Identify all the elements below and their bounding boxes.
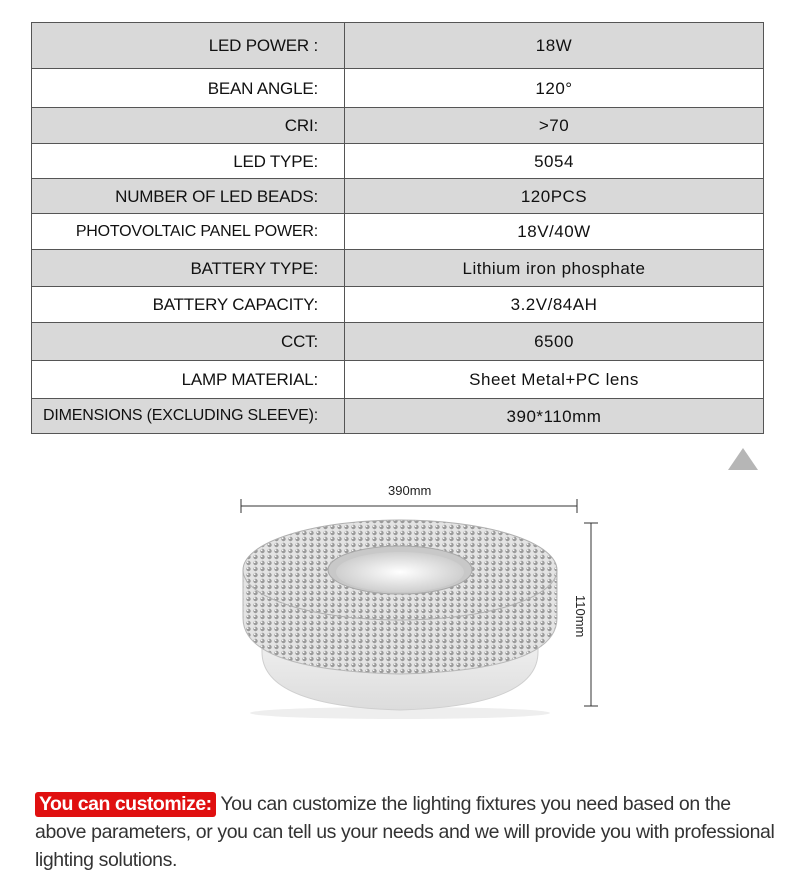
spec-value: 6500 <box>345 323 764 361</box>
width-dimension-line <box>241 499 577 513</box>
customize-note <box>35 790 775 874</box>
spec-value: 18W <box>345 23 764 69</box>
height-dimension-label: 110mm <box>573 595 588 638</box>
spec-row-pv-panel-power <box>32 214 764 250</box>
spec-value: Sheet Metal+PC lens <box>345 361 764 399</box>
spec-value: 120PCS <box>345 179 764 214</box>
spec-value: 120° <box>345 69 764 108</box>
spec-label: CRI: <box>32 108 345 144</box>
spec-value: 18V/40W <box>345 214 764 250</box>
spec-row-led-power <box>32 23 764 69</box>
spec-row-battery-capacity <box>32 287 764 323</box>
spec-label: PHOTOVOLTAIC PANEL POWER: <box>32 214 345 250</box>
customize-text: You can customize the lighting fixtures you need based on the above parameters, or you can tell us your needs and we will provide you with professional lighting solutions. <box>35 792 775 871</box>
spec-row-led-type <box>32 144 764 179</box>
spec-value: Lithium iron phosphate <box>345 250 764 287</box>
spec-label: NUMBER OF LED BEADS: <box>32 179 345 214</box>
spec-label: CCT: <box>32 323 345 361</box>
spec-row-cri <box>32 108 764 144</box>
width-dimension-label: 390mm <box>388 483 432 498</box>
spec-label: LAMP MATERIAL: <box>32 361 345 399</box>
spec-row-dimensions <box>32 399 764 434</box>
spec-row-lamp-material <box>32 361 764 399</box>
spec-label: BATTERY CAPACITY: <box>32 287 345 323</box>
spec-label: DIMENSIONS (EXCLUDING SLEEVE): <box>32 399 345 434</box>
ceiling-lamp-icon <box>243 520 557 719</box>
spec-label: LED TYPE: <box>32 144 345 179</box>
spec-value: 3.2V/84AH <box>345 287 764 323</box>
lamp-drawing <box>0 470 800 730</box>
scroll-to-top-icon[interactable] <box>728 448 758 470</box>
spec-row-beam-angle <box>32 69 764 108</box>
spec-value: 5054 <box>345 144 764 179</box>
product-figure <box>0 470 800 730</box>
spec-row-led-beads <box>32 179 764 214</box>
spec-label: BEAN ANGLE: <box>32 69 345 108</box>
spec-label: BATTERY TYPE: <box>32 250 345 287</box>
spec-value: >70 <box>345 108 764 144</box>
spec-row-cct <box>32 323 764 361</box>
spec-label: LED POWER : <box>32 23 345 69</box>
height-dimension-line <box>584 523 598 706</box>
spec-value: 390*110mm <box>345 399 764 434</box>
customize-tag: You can customize: <box>35 792 216 817</box>
spec-table <box>31 22 764 434</box>
spec-row-battery-type <box>32 250 764 287</box>
